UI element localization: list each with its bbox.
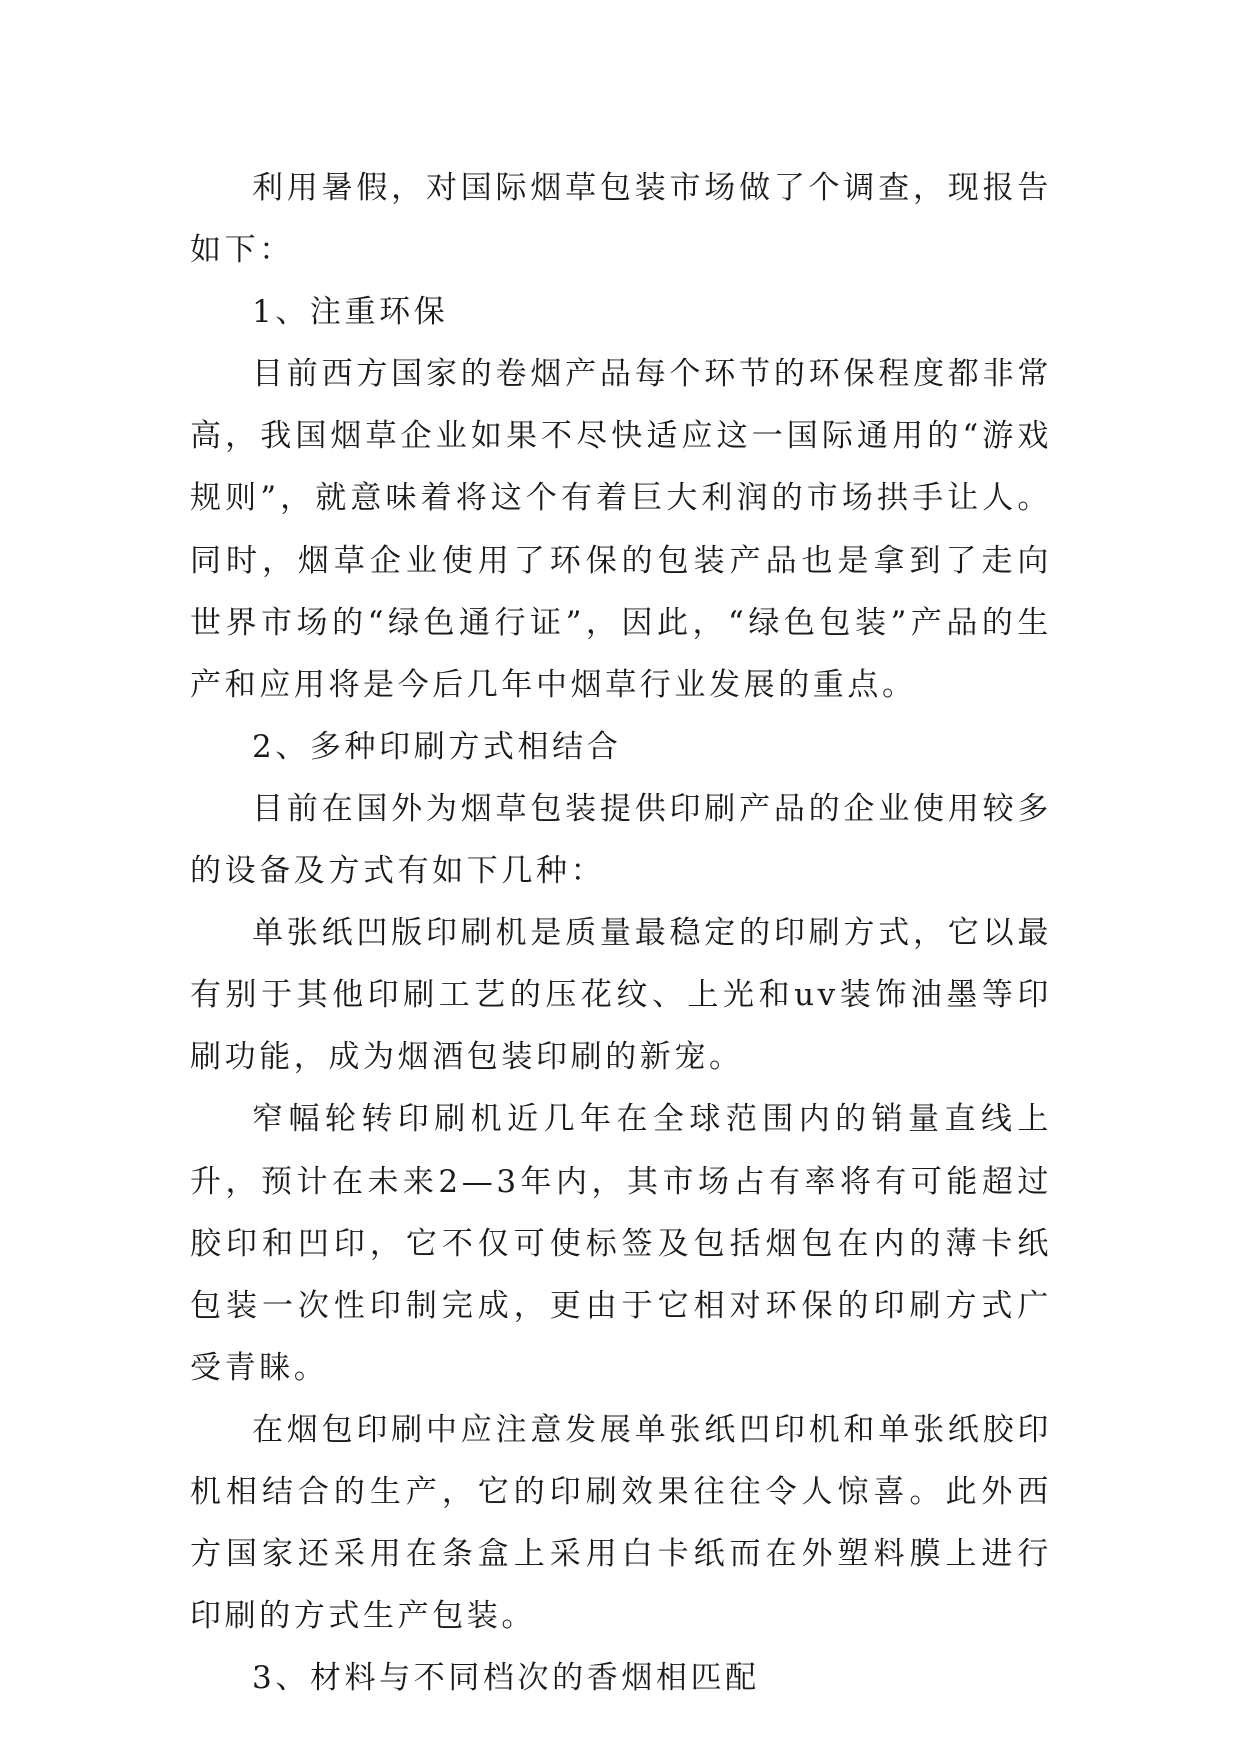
section-heading-1: 1、注重环保 [252, 294, 449, 331]
intro-paragraph: 利用暑假，对国际烟草包装市场做了个调查，现报告如下： [190, 170, 1052, 269]
gravure-paragraph: 单张纸凹版印刷机是质量最稳定的印刷方式，它以最有别于其他印刷工艺的压花纹、上光和uv装饰油墨等印刷功能，成为烟酒包装印刷的新宠。 [190, 915, 1052, 1076]
combined-printing-paragraph: 在烟包印刷中应注意发展单张纸凹印机和单张纸胶印机相结合的生产，它的印刷效果往往令人惊喜。此外西方国家还采用在条盒上采用白卡纸而在外塑料膜上进行印刷的方式生产包装。 [190, 1411, 1052, 1635]
environmental-paragraph: 目前西方国家的卷烟产品每个环节的环保程度都非常高，我国烟草企业如果不尽快适应这一国际通用的“游戏规则”，就意味着将这个有着巨大利润的市场拱手让人。同时，烟草企业使用了环保的包装产品也是拿到了走向世界市场的“绿色通行证”，因此，“绿色包装”产品的生产和应用将是今后几年中烟草行业发展的重点。 [190, 356, 1052, 703]
section-heading-3: 3、材料与不同档次的香烟相匹配 [252, 1660, 760, 1697]
document-body [190, 157, 1052, 1709]
equipment-intro-paragraph: 目前在国外为烟草包装提供印刷产品的企业使用较多的设备及方式有如下几种： [190, 790, 1052, 890]
section-heading-2: 2、多种印刷方式相结合 [252, 728, 622, 765]
narrow-web-paragraph: 窄幅轮转印刷机近几年在全球范围内的销量直线上升，预计在未来2—3年内，其市场占有率将有可能超过胶印和凹印，它不仅可使标签及包括烟包在内的薄卡纸包装一次性印制完成，更由于它相对环保的印刷方式广受青睐。 [190, 1101, 1052, 1386]
